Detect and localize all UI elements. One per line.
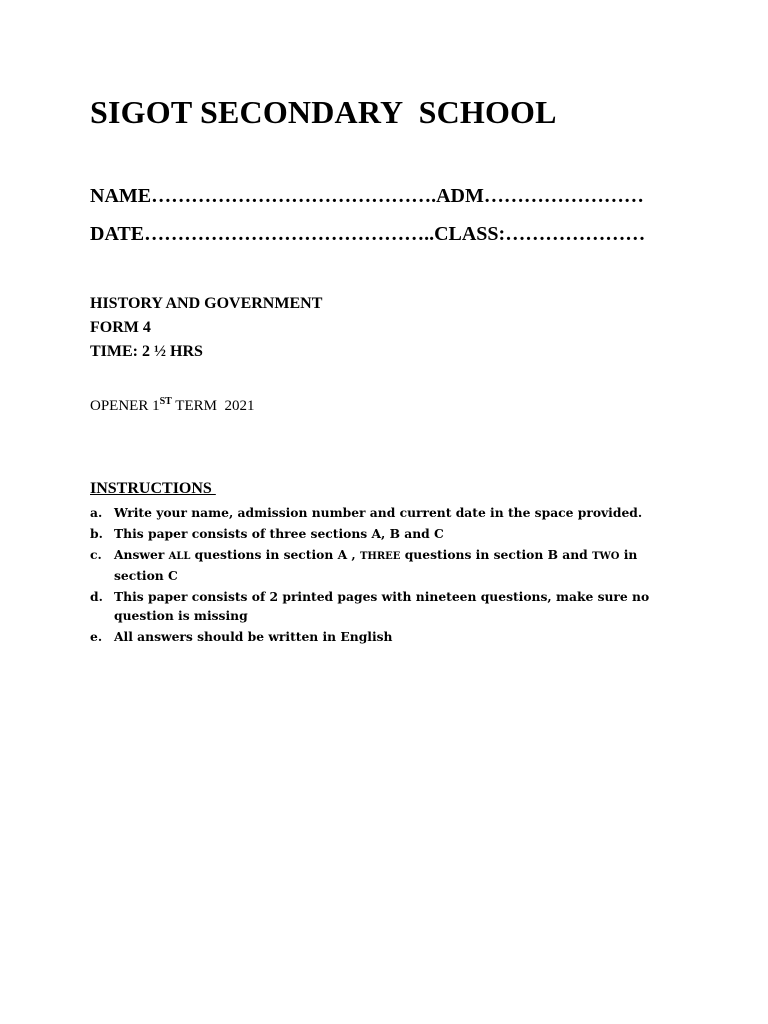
opener-prefix: OPENER 1 [90,398,160,414]
instruction-letter: c. [90,547,102,562]
instruction-text: This paper consists of 2 printed pages with nineteen questions, make sure no question is missing [114,589,650,623]
instruction-text-part: questions in section A , [190,547,360,562]
instruction-letter: d. [90,589,103,604]
instructions-heading: INSTRUCTIONS [90,480,216,497]
instruction-emphasis-all: ALL [168,551,191,562]
form-level: FORM 4 [90,319,151,336]
opener-suffix: TERM 2021 [171,398,255,414]
instruction-item-c [90,545,690,585]
instruction-text-part: Answer [114,547,169,562]
instruction-text-part: in section C [114,547,638,583]
instruction-item-e [90,627,690,646]
instruction-item-b [90,524,690,543]
instruction-letter: e. [90,629,103,644]
instructions-list [90,503,690,648]
instruction-text: Write your name, admission number and current date in the space provided. [114,505,643,520]
instruction-text: This paper consists of three sections A, B and C [114,526,444,541]
instruction-emphasis-two: TWO [592,551,620,562]
opener-ordinal: ST [159,396,172,407]
instruction-text-part: questions in section B and [400,547,593,562]
opener-term [90,396,254,415]
exam-time: TIME: 2 ½ HRS [90,343,203,360]
instruction-item-d [90,587,690,625]
subject-title: HISTORY AND GOVERNMENT [90,295,323,312]
instruction-letter: a. [90,505,103,520]
instruction-text: All answers should be written in English [114,629,393,644]
school-name: SIGOT SECONDARY SCHOOL [90,94,557,130]
name-adm-line: NAME…………………………………….ADM…………………… [90,185,644,207]
instruction-emphasis-three: THREE [359,551,401,562]
instruction-text [114,545,690,585]
subject-block [90,292,322,364]
date-class-line: DATE……………………………………..CLASS:………………… [90,223,646,245]
instruction-letter: b. [90,526,103,541]
instruction-item-a [90,503,690,522]
